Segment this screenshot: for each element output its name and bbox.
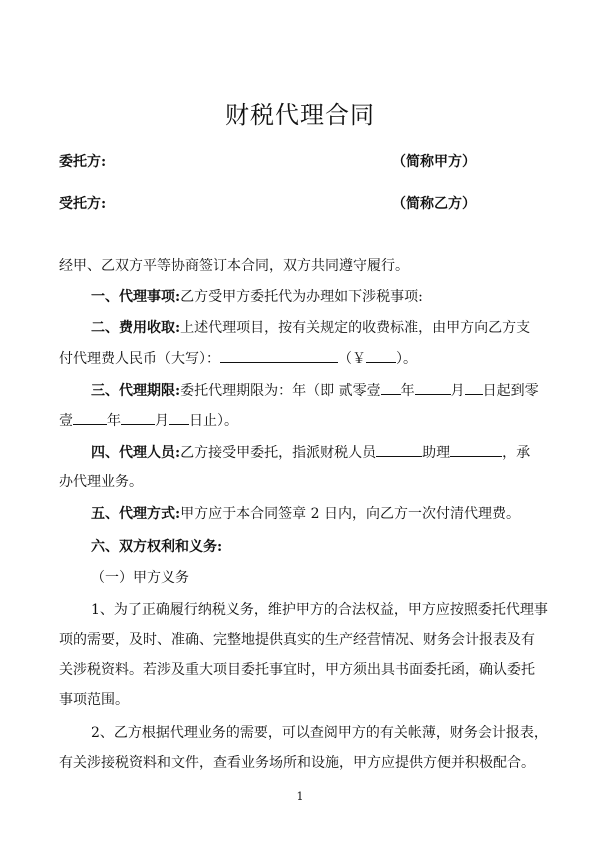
fee-yen-open: （￥ <box>338 351 366 367</box>
agent-label: 受托方: <box>59 196 107 212</box>
section-5-text: 甲方应于本合同签章 2 日内，向乙方一次付清代理费。 <box>180 506 520 522</box>
staff-text: 乙方接受甲委托，指派财税人员 <box>180 445 377 461</box>
paragraph-1-line-4: 事项范围。 <box>59 692 129 708</box>
section-1 <box>91 287 423 307</box>
section-2-line-1 <box>91 318 530 338</box>
start-year-label: 年 <box>400 383 415 399</box>
start-day-blank[interactable] <box>465 380 483 395</box>
section-6-heading: 六、双方权利和义务: <box>91 539 223 555</box>
end-day-label: 日止）。 <box>189 413 238 429</box>
section-4-line-2: 办代理业务。 <box>59 474 143 490</box>
end-year-label: 年 <box>107 413 121 429</box>
assistant-name-blank[interactable] <box>450 442 502 457</box>
paragraph-2-line-1: 2、乙方根据代理业务的需要，可以查阅甲方的有关帐薄，财务会计报表， <box>91 725 548 741</box>
section-4-line-1 <box>91 442 530 463</box>
section-5 <box>91 504 520 524</box>
section-4-heading: 四、代理人员: <box>91 445 181 461</box>
paragraph-2-line-2: 有关涉接税资料和文件，查看业务场所和设施，甲方应提供方便并积极配合。 <box>59 755 535 771</box>
section-3-line-2 <box>59 410 238 431</box>
section-2-heading: 二、费用收取: <box>91 320 181 336</box>
start-month-blank[interactable] <box>415 380 451 395</box>
start-year-blank[interactable] <box>381 380 401 395</box>
start-month-label: 月 <box>450 383 465 399</box>
end-day-blank[interactable] <box>169 410 189 425</box>
end-year-prefix: 壹 <box>59 413 73 429</box>
end-year-blank[interactable] <box>73 410 107 425</box>
paragraph-1-line-1: 1、为了正确履行纳税义务，维护甲方的合法权益，甲方应按照委托代理事 <box>91 602 548 618</box>
end-month-blank[interactable] <box>121 410 155 425</box>
client-short-name: （简称甲方） <box>392 154 476 170</box>
agent-short-name: （简称乙方） <box>392 196 476 212</box>
section-2-line-2 <box>59 348 417 369</box>
section-2-text: 上述代理项目，按有关规定的收费标准，由甲方向乙方支 <box>180 320 531 336</box>
intro-paragraph: 经甲、乙双方平等协商签订本合同，双方共同遵守履行。 <box>59 258 409 274</box>
end-month-label: 月 <box>155 413 169 429</box>
section-3-line-1 <box>91 380 539 401</box>
client-label: 委托方: <box>59 154 107 170</box>
page-title: 财税代理合同 <box>225 101 375 129</box>
section-5-heading: 五、代理方式: <box>91 506 181 522</box>
section-6-1-heading: （一）甲方义务 <box>91 570 189 586</box>
paragraph-1-line-3: 关涉税资料。若涉及重大项目委托事宜时，甲方须出具书面委托函，确认委托 <box>59 662 535 678</box>
start-day-label: 日起到零 <box>482 383 539 399</box>
fee-figure-blank[interactable] <box>366 348 396 363</box>
section-3-heading: 三、代理期限: <box>91 383 181 399</box>
staff-name-blank[interactable] <box>376 442 422 457</box>
fee-amount-blank[interactable] <box>220 348 338 363</box>
term-text: 委托代理期限为：年（即 贰零壹 <box>180 383 381 399</box>
fee-yen-close: ）。 <box>396 351 417 367</box>
section-1-text: 乙方受甲方委托代为办理如下涉税事项: <box>180 289 423 305</box>
section-1-heading: 一、代理事项: <box>91 289 181 305</box>
paragraph-1-line-2: 项的需要，及时、准确、完整地提供真实的生产经营情况、财务会计报表及有 <box>59 632 535 648</box>
assistant-label: 助理 <box>422 445 451 461</box>
staff-tail: ，承 <box>502 445 531 461</box>
fee-label: 付代理费人民币（大写）： <box>59 351 220 367</box>
page-number: 1 <box>296 790 304 803</box>
